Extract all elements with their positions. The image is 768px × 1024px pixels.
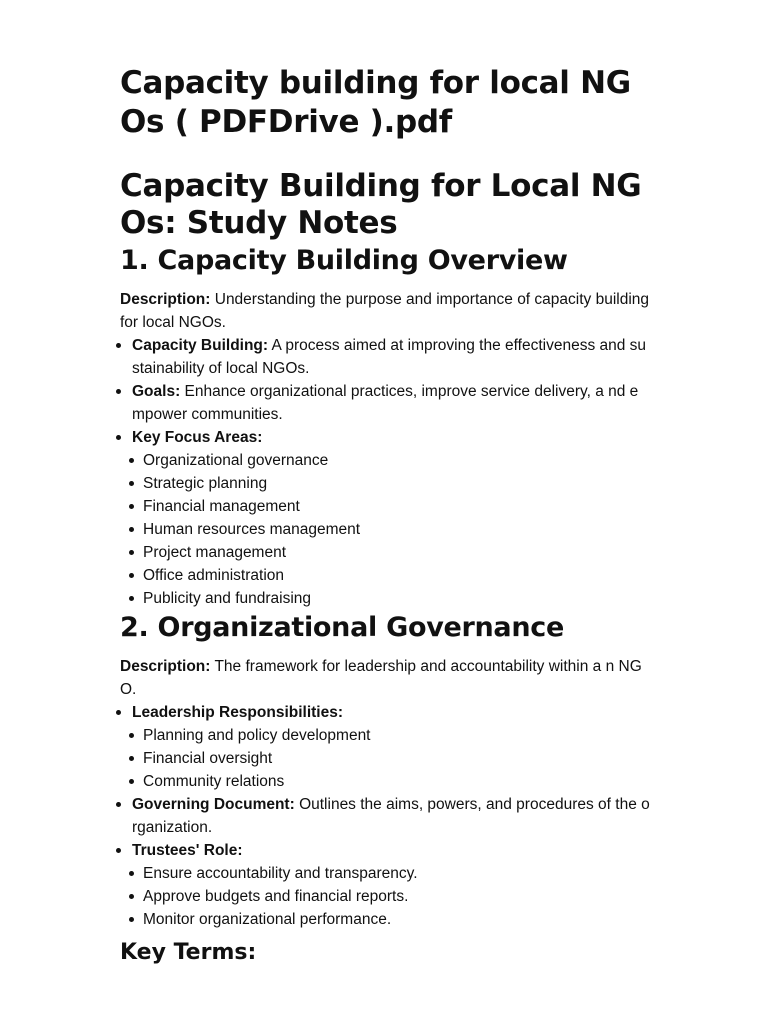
list-item: Strategic planning — [132, 472, 650, 495]
description-text: The framework for leadership and accountability within a n NGO. — [120, 658, 642, 698]
section-description — [120, 655, 650, 701]
list-item: Financial management — [132, 495, 650, 518]
item-text: A process aimed at improving the effectiveness and sustainability of local NGOs. — [132, 337, 647, 377]
study-notes-title: Capacity Building for Local NG Os: Study Notes — [120, 168, 642, 241]
list-item: Human resources management — [132, 518, 650, 541]
list-item: Publicity and fundraising — [132, 587, 650, 610]
item-label: Goals: — [132, 383, 181, 400]
list-item: Approve budgets and financial reports. — [132, 885, 650, 908]
list-item — [120, 380, 650, 426]
trustees-list — [132, 862, 650, 931]
description-label: Description: — [120, 658, 211, 675]
list-item — [120, 701, 650, 793]
section-description — [120, 288, 650, 334]
list-item — [120, 334, 650, 380]
list-item: Project management — [132, 541, 650, 564]
description-label: Description: — [120, 291, 211, 308]
overview-list — [120, 334, 650, 610]
list-item: Community relations — [132, 770, 650, 793]
leadership-list — [132, 724, 650, 793]
item-text: Outlines the aims, powers, and procedures of the organization. — [132, 796, 650, 836]
item-label: Leadership Responsibilities: — [132, 704, 344, 721]
list-item: Office administration — [132, 564, 650, 587]
document-page — [120, 64, 650, 967]
item-label: Governing Document: — [132, 796, 295, 813]
focus-areas-list — [132, 449, 650, 610]
item-text: Enhance organizational practices, improve service delivery, a nd empower communities. — [132, 383, 639, 423]
list-item — [120, 793, 650, 839]
list-item: Financial oversight — [132, 747, 650, 770]
description-text: Understanding the purpose and importance of capacity building for local NGOs. — [120, 291, 650, 331]
item-label: Key Focus Areas: — [132, 429, 263, 446]
list-item: Ensure accountability and transparency. — [132, 862, 650, 885]
document-title: Capacity building for local NG Os ( PDFDrive ).pdf — [120, 65, 631, 140]
list-item — [120, 426, 650, 610]
section-heading-organizational-governance: 2. Organizational Governance — [120, 612, 564, 643]
list-item: Planning and policy development — [132, 724, 650, 747]
key-terms-heading: Key Terms: — [120, 940, 257, 965]
list-item: Organizational governance — [132, 449, 650, 472]
governance-list — [120, 701, 650, 931]
list-item: Monitor organizational performance. — [132, 908, 650, 931]
list-item — [120, 839, 650, 931]
section-heading-capacity-building-overview: 1. Capacity Building Overview — [120, 245, 568, 276]
item-label: Trustees' Role: — [132, 842, 243, 859]
item-label: Capacity Building: — [132, 337, 269, 354]
